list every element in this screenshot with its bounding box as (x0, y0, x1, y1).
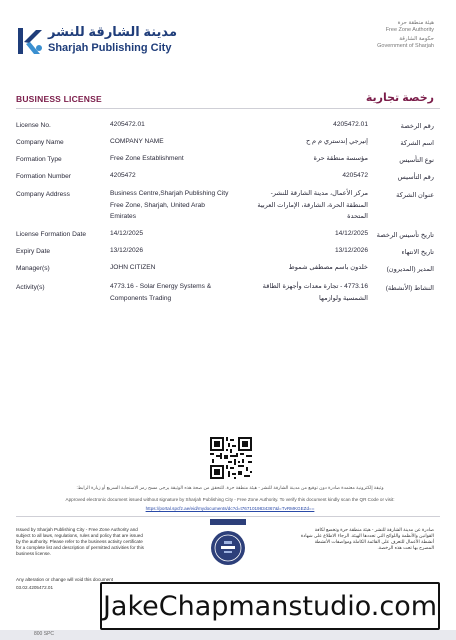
authority-english: Free Zone Authority (385, 27, 434, 33)
field-arabic-label-managers: المدير (المديرون) (386, 266, 434, 273)
field-arabic-value-company-address: مركز الأعمال، مدينة الشارقة للنشر- المنطقة الحرة، الشارقة، الإمارات العربية المتحدة (257, 190, 368, 220)
alteration-note: Any alteration or change will void this document (16, 577, 114, 582)
field-label-managers: Manager(s) (16, 265, 50, 272)
seal-banner (210, 519, 246, 525)
field-label-formation-type: Formation Type (16, 156, 62, 163)
field-label-company-name: Company Name (16, 139, 64, 146)
field-value-company-address: Business Centre,Sharjah Publishing City Free Zone, Sharjah, United Arab Emirates (110, 190, 229, 220)
field-value-formation-number: 4205472 (110, 172, 136, 179)
field-label-formation-date: License Formation Date (16, 231, 87, 238)
issuance-note-arabic: صادرة عن مدينة الشارقة للنشر - هيئة منطقة حرة وتخضع لكافة القوانين والأنظمة واللوائح التي تحددها الهيئة. الرجاء الاطلاع على شهادة أنشطة الأعمال للتعرف على القائمة الكاملة ومواصفات الأنشطة المصرح بها تحت هذه الرخصة. (300, 527, 434, 550)
field-label-expiry-date: Expiry Date (16, 248, 51, 255)
field-arabic-label-formation-date: تاريخ تأسيس الرخصة (376, 232, 434, 239)
field-value-company-name: COMPANY NAME (110, 138, 164, 145)
field-arabic-value-company-name: إنيرجي إندستري م م ح (305, 138, 368, 145)
government-arabic: حكومة الشارقة (399, 36, 434, 42)
qr-code-icon[interactable] (210, 437, 252, 479)
field-value-activities: 4773.16 - Solar Energy Systems & Components Trading (110, 283, 212, 302)
field-label-license-no: License No. (16, 122, 51, 129)
footer-contact: 800 SPC (34, 631, 55, 637)
field-value-formation-date: 14/12/2025 (110, 230, 144, 237)
field-arabic-value-formation-date: 14/12/2025 (334, 230, 368, 237)
title-divider (16, 108, 440, 109)
document-code: 03.02.4205472.01 (16, 585, 54, 590)
field-arabic-value-formation-type: مؤسسة منطقة حرة (313, 155, 368, 162)
watermark-banner (100, 582, 440, 630)
verification-arabic: وثيقة إلكترونية معتمدة صادرة دون توقيع من مدينة الشارقة للنشر - هيئة منطقة حرة. للتحقق من صحة هذه الوثيقة يرجى مسح رمز الاستجابة السريع أو زيارة الرابط: (76, 485, 384, 490)
field-label-formation-number: Formation Number (16, 173, 71, 180)
footer-bar (0, 630, 456, 640)
field-value-expiry-date: 13/12/2026 (110, 247, 144, 254)
field-label-activities: Activity(s) (16, 284, 45, 291)
field-arabic-value-activities: 4773.16 - تجارة معدات وأجهزة الطاقة الشمسية ولوازمها (262, 283, 368, 302)
verification-link[interactable]: https://portal.spcfz.ae/eid/mydocuments/dc?d=t7671019834367&l=TvRMKGEZd== (145, 506, 315, 511)
verification-english: Approved electronic document issued without signature by Sharjah Publishing City - Free Zone Authority. To verify this document kindly scan the QR Code or visit: (65, 497, 395, 502)
logo-english-name: Sharjah Publishing City (48, 42, 172, 54)
field-arabic-value-expiry-date: 13/12/2026 (334, 247, 368, 254)
field-arabic-label-formation-type: نوع التأسيس (399, 157, 434, 164)
issuance-note-english: Issued by Sharjah Publishing City - Free Zone Authority and subject to all laws, regulations, rules and policy that are issued by the authority. Please refer to the business activity certificate for a complete list and description of permitted activities for this business license. (16, 527, 144, 556)
field-arabic-value-formation-number: 4205472 (342, 172, 368, 179)
field-value-formation-type: Free Zone Establishment (110, 155, 184, 162)
verification-divider (16, 516, 440, 517)
field-arabic-label-activities: النشاط (الأنشطة) (385, 285, 434, 292)
authority-block (377, 20, 434, 50)
watermark-text: JakeChapmanstudio.com (102, 590, 438, 622)
government-english: Government of Sharjah (377, 43, 434, 49)
license-title-arabic: رخصة تجارية (365, 92, 434, 104)
license-title-english: BUSINESS LICENSE (16, 94, 102, 104)
authority-seal-icon (210, 530, 246, 566)
field-arabic-value-managers: خلدون باسم مصطفى شموط (288, 264, 368, 271)
field-arabic-label-formation-number: رقم التأسيس (397, 174, 434, 181)
field-value-managers: JOHN CITIZEN (110, 264, 156, 271)
field-arabic-label-expiry-date: تاريخ الانتهاء (401, 249, 434, 256)
field-label-company-address: Company Address (16, 191, 70, 198)
field-value-license-no: 4205472.01 (110, 121, 145, 128)
logo-arabic-name: مدينة الشارقة للنشر (48, 24, 177, 39)
spc-logo-icon (16, 26, 44, 56)
field-arabic-label-license-no: رقم الرخصة (400, 123, 434, 130)
field-arabic-label-company-name: اسم الشركة (400, 140, 434, 147)
field-arabic-label-company-address: عنوان الشركة (396, 192, 434, 199)
authority-arabic: هيئة منطقة حرة (397, 20, 434, 26)
field-arabic-value-license-no: 4205472.01 (333, 121, 368, 128)
